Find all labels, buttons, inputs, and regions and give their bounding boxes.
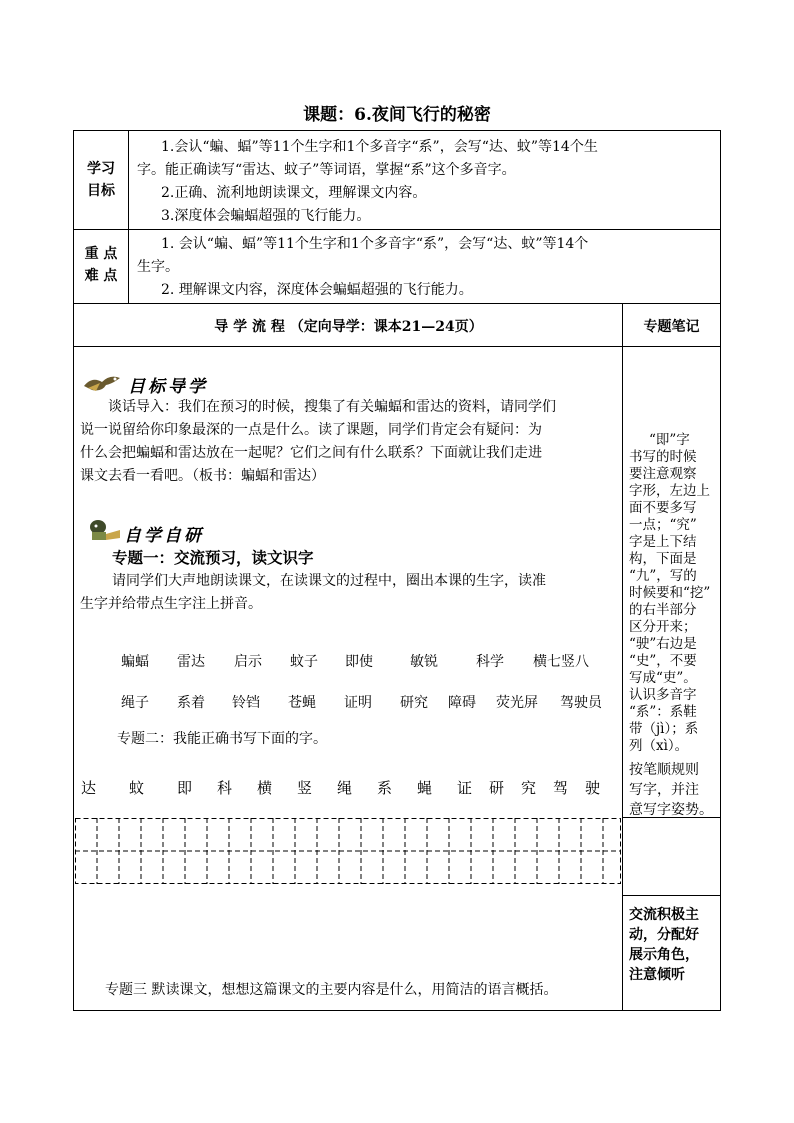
topic-three: 专题三 默读课文，想想这篇课文的主要内容是什么，用简洁的语言概括。 [105,982,558,998]
word-item: 系着 [177,695,205,711]
char-item: 达 [81,779,97,797]
section-heading-goal: 目标导学 [128,377,208,397]
divider-header [73,346,721,347]
word-item: 蚊子 [290,654,318,670]
char-item: 研 [489,779,505,797]
divider-objectives [73,229,721,230]
note-character-tips: “即”字 书写的时候 要注意观察 字形，左边上 面不要多写 一点；“究” 字是上下结 构，下面是 “九”，写的 时候要和“挖” 的右半部分 区分开来； “驶”右边是 “史”，不要 写成“吏”。 认识多音字 “系”：系鞋 带（jì）；系 列（xì）。 [629,432,711,754]
word-item: 蝙蝠 [121,654,149,670]
student-icon [86,518,122,546]
topic-one-text: 请同学们大声地朗读课文，在读课文的过程中，圈出本课的生字，读准 生字并给带点生字注上拼音。 [80,573,546,612]
char-item: 究 [521,779,537,797]
word-item: 科学 [476,654,504,670]
char-item: 科 [217,779,233,797]
objectives-label: 学习 目标 [87,161,115,199]
word-item: 横七竖八 [533,654,589,670]
note-writing-posture: 按笔顺规则 写字，并注 意写字姿势。 [629,762,713,818]
word-item: 证明 [344,695,372,711]
notes-column-divider [622,303,623,1011]
intro-paragraph: 谈话导入：我们在预习的时候，搜集了有关蝙蝠和雷达的资料，请同学们 说一说留给你印象最深的一点是什么。读了课题，同学们肯定会有疑问：为 什么会把蝙蝠和雷达放在一起呢？它们之间有什么联系？下面就让我们走进 课文去看一看吧。（板书：蝙蝠和雷达） [80,399,556,484]
word-item: 绳子 [121,695,149,711]
word-item: 研究 [400,695,428,711]
char-item: 横 [257,779,273,797]
char-item: 竖 [297,779,313,797]
char-item: 系 [377,779,393,797]
char-item: 绳 [337,779,353,797]
char-item: 证 [457,779,473,797]
char-item: 蝇 [417,779,433,797]
word-item: 荧光屏 [496,695,538,711]
word-item: 即使 [345,654,373,670]
flow-header: 导 学 流 程 （定向导学：课本21—24页） [214,319,483,335]
char-item: 驾 [553,779,569,797]
char-item: 即 [177,779,193,797]
word-item: 障碍 [448,695,476,711]
section-heading-selfstudy: 自学自研 [124,526,204,546]
notes-divider-2 [622,895,721,896]
word-item: 雷达 [177,654,205,670]
char-item: 蚊 [129,779,145,797]
word-item: 驾驶员 [560,695,602,711]
divider-keypoints [73,303,721,304]
topic-one: 专题一：交流预习，读文识字 [112,548,314,567]
note-collaboration: 交流积极主 动，分配好 展示角色， 注意倾听 [629,907,699,983]
word-item: 铃铛 [232,695,260,711]
word-item: 启示 [234,654,262,670]
writing-grid[interactable] [75,818,621,884]
keypoints-text: 1. 会认“蝙、蝠”等11个生字和1个多音字“系”，会写“达、蚊”等14个 生字。 2. 理解课文内容，深度体会蝙蝠超强的飞行能力。 [137,236,589,298]
objectives-text: 1.会认“蝙、蝠”等11个生字和1个多音字“系”，会写“达、蚊”等14个生 字。能正确读写“雷达、蚊子”等词语，掌握“系”这个多音字。 2.正确、流利地朗读课文，理解课文内容。 3.深度体会蝙蝠超强的飞行能力。 [137,139,598,224]
topic-two: 专题二：我能正确书写下面的字。 [117,731,327,747]
char-item: 驶 [585,779,601,797]
keypoints-label: 重 点 难 点 [84,246,118,284]
word-item: 敏锐 [410,654,438,670]
notes-header: 专题笔记 [643,319,700,335]
bird-icon [82,372,124,398]
label-column-divider [128,130,129,303]
page-title: 课题：6.夜间飞行的秘密 [303,105,491,125]
word-item: 苍蝇 [288,695,316,711]
